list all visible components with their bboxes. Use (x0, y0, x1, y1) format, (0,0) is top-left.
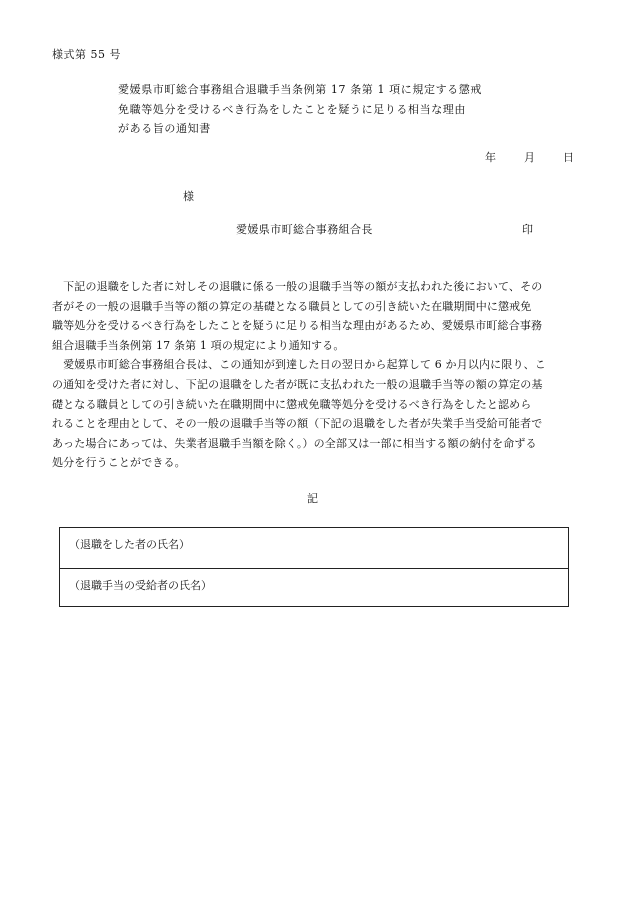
body-line: の通知を受けた者に対し、下記の退職をした者が既に支払われた一般の退職手当等の額の算定の基 (52, 377, 543, 391)
date-month-label: 月 (524, 151, 535, 164)
body-line: 組合退職手当条例第 17 条第 1 項の規定により通知する。 (52, 338, 345, 352)
recipient-name-field: （退職手当の受給者の氏名） (60, 568, 568, 606)
document-title (118, 80, 482, 139)
notice-body (52, 277, 576, 473)
body-line: れることを理由として、その一般の退職手当等の額（下記の退職をした者が失業手当受給可能者で (52, 417, 543, 431)
note-heading: 記 (307, 492, 318, 505)
issuer-name: 愛媛県市町総合事務組合長 (236, 223, 373, 236)
body-line: 下記の退職をした者に対しその退職に係る一般の退職手当等の額が支払われた後において、その (52, 280, 543, 293)
body-line: 処分を行うことができる。 (52, 456, 186, 470)
body-line: あった場合にあっては、失業者退職手当額を除く。）の全部又は一部に相当する額の納付を命ずる (52, 436, 537, 450)
body-line: 者がその一般の退職手当等の額の算定の基礎となる職員としての引き続いた在職期間中に懲戒免 (52, 299, 532, 313)
title-line: 愛媛県市町総合事務組合退職手当条例第 17 条第 1 項に規定する懲戒 (118, 83, 482, 96)
title-line: 免職等処分を受けるべき行為をしたことを疑うに足りる相当な理由 (118, 102, 466, 116)
date-day-label: 日 (563, 151, 574, 164)
record-table (59, 527, 569, 607)
body-line: 職等処分を受けるべき行為をしたことを疑うに足りる相当な理由があるため、愛媛県市町総合事務 (52, 319, 543, 333)
form-number: 様式第 55 号 (52, 48, 121, 61)
retiree-name-field: （退職をした者の氏名） (69, 538, 190, 551)
body-line: 愛媛県市町総合事務組合長は、この通知が到達した日の翌日から起算して 6 か月以内に限り、こ (52, 358, 546, 372)
seal-mark: 印 (522, 223, 533, 236)
title-line: がある旨の通知書 (118, 122, 211, 135)
addressee-suffix: 様 (183, 190, 194, 203)
date-year-label: 年 (485, 151, 496, 164)
body-line: 礎となる職員としての引き続いた在職期間中に懲戒免職等処分を受けるべき行為をしたと認めら (52, 397, 532, 411)
